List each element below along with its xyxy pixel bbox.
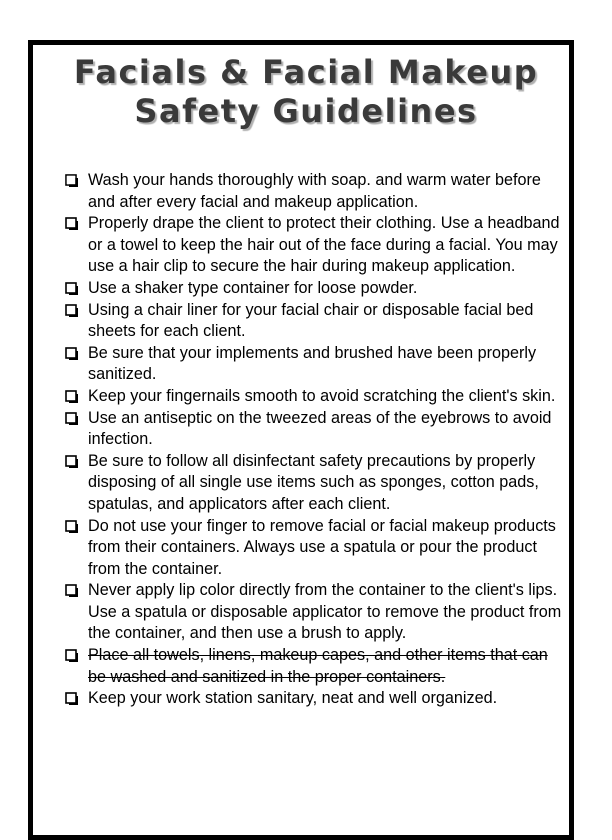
list-item bbox=[65, 645, 565, 688]
checkbox-bullet-icon bbox=[65, 282, 78, 295]
checkbox-bullet-icon bbox=[65, 304, 78, 317]
list-item bbox=[65, 170, 565, 213]
list-item-text: Wash your hands thoroughly with soap. and warm water before and after every facial and makeup application. bbox=[88, 171, 541, 211]
list-item bbox=[65, 451, 565, 516]
checkbox-bullet-icon bbox=[65, 412, 78, 425]
checkbox-bullet-icon bbox=[65, 649, 78, 662]
checkbox-bullet-icon bbox=[65, 455, 78, 468]
list-item-text: Do not use your finger to remove facial or facial makeup products from their containers. Always use a spatula or pour the product from the container. bbox=[88, 516, 556, 578]
title-line-2: Safety Guidelines bbox=[134, 92, 478, 130]
list-item-text: Be sure to follow all disinfectant safety precautions by properly disposing of all single use items such as sponges, cotton pads, spatulas, and applicators after each client. bbox=[88, 451, 539, 513]
list-item-text: Properly drape the client to protect their clothing. Use a headband or a towel to keep the hair out of the face during a facial. You may use a hair clip to secure the hair during makeup application. bbox=[88, 214, 560, 276]
guidelines-list bbox=[65, 170, 565, 710]
list-item-text: Use a shaker type container for loose powder. bbox=[88, 278, 418, 297]
list-item-text: Be sure that your implements and brushed have been properly sanitized. bbox=[88, 343, 537, 384]
list-item bbox=[65, 408, 565, 451]
list-item bbox=[65, 300, 565, 343]
page-title bbox=[0, 53, 612, 131]
title-line-1: Facials & Facial Makeup bbox=[73, 53, 539, 91]
list-item bbox=[65, 278, 565, 300]
list-item-text: Use an antiseptic on the tweezed areas of the eyebrows to avoid infection. bbox=[88, 408, 552, 449]
list-item bbox=[65, 516, 565, 581]
checkbox-bullet-icon bbox=[65, 520, 78, 533]
list-item bbox=[65, 213, 565, 278]
checkbox-bullet-icon bbox=[65, 217, 78, 230]
list-item bbox=[65, 343, 565, 386]
list-item bbox=[65, 580, 565, 645]
list-item bbox=[65, 688, 565, 710]
checkbox-bullet-icon bbox=[65, 347, 78, 360]
checkbox-bullet-icon bbox=[65, 584, 78, 597]
checkbox-bullet-icon bbox=[65, 692, 78, 705]
checkbox-bullet-icon bbox=[65, 390, 78, 403]
list-item-text: Using a chair liner for your facial chair or disposable facial bed sheets for each client. bbox=[88, 300, 534, 341]
list-item-text: Keep your work station sanitary, neat and well organized. bbox=[88, 689, 498, 708]
checkbox-bullet-icon bbox=[65, 174, 78, 187]
list-item-text: Place all towels, linens, makeup capes, and other items that can be washed and sanitized in the proper containers. bbox=[88, 646, 548, 686]
list-item-text: Keep your fingernails smooth to avoid scratching the client's skin. bbox=[88, 386, 556, 405]
list-item-text: Never apply lip color directly from the container to the client's lips. Use a spatula or disposable applicator to remove the product from the container, and then use a brush to apply. bbox=[88, 581, 562, 643]
list-item bbox=[65, 386, 565, 408]
